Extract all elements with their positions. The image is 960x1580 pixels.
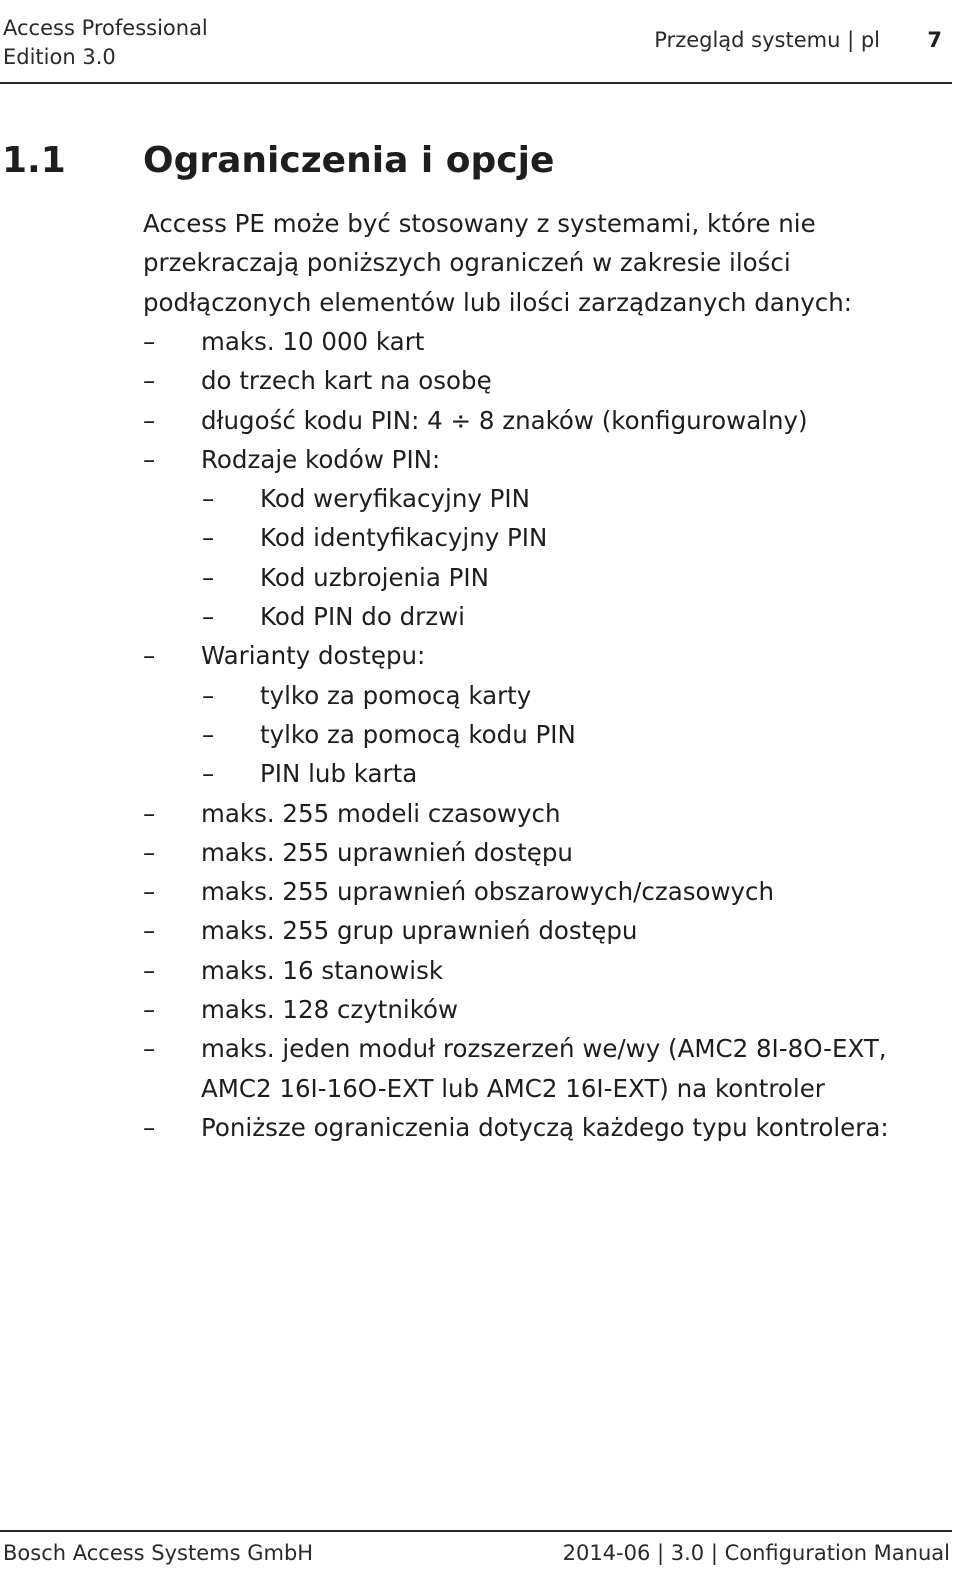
list-item-text: maks. 255 uprawnień obszarowych/czasowych <box>201 877 775 907</box>
list-item <box>143 401 943 440</box>
list-dash: – <box>143 366 156 396</box>
list-item <box>143 872 943 911</box>
list-dash: – <box>202 523 215 553</box>
product-name <box>3 14 208 72</box>
list-item <box>143 833 943 872</box>
list-item-text: Kod PIN do drzwi <box>260 602 465 632</box>
footer-company: Bosch Access Systems GmbH <box>3 1541 314 1565</box>
list-dash: – <box>143 916 156 946</box>
list-item-text: Warianty dostępu: <box>201 641 426 671</box>
section-title: Ograniczenia i opcje <box>143 140 555 181</box>
sub-list-item <box>143 597 943 636</box>
list-item-text: maks. 128 czytników <box>201 995 459 1025</box>
list-item-text: Kod identyfikacyjny PIN <box>260 523 548 553</box>
list-item-text: maks. 255 modeli czasowych <box>201 798 561 828</box>
list-item <box>143 636 943 675</box>
list-item <box>143 794 943 833</box>
page-number: 7 <box>927 28 942 52</box>
product-name-line1: Access Professional <box>3 16 208 40</box>
list-item-text: Rodzaje kodów PIN: <box>201 444 441 474</box>
list-item-text: długość kodu PIN: 4 ÷ 8 znaków (konfigurowalny) <box>201 405 808 435</box>
list-dash: – <box>202 759 215 789</box>
list-item-text: maks. 255 uprawnień dostępu <box>201 837 573 867</box>
list-dash: – <box>202 562 215 592</box>
list-item-text: Poniższe ograniczenia dotyczą każdego typu kontrolera: <box>201 1112 889 1142</box>
list-dash: – <box>143 798 156 828</box>
sub-list-item <box>143 558 943 597</box>
sub-list-item <box>143 518 943 557</box>
list-item-text: PIN lub karta <box>260 759 418 789</box>
footer-document-info: 2014-06 | 3.0 | Configuration Manual <box>562 1541 950 1565</box>
list-item-text: maks. 255 grup uprawnień dostępu <box>201 916 638 946</box>
list-dash: – <box>202 484 215 514</box>
list-item <box>143 911 943 950</box>
limits-list <box>143 322 943 1147</box>
list-dash: – <box>143 995 156 1025</box>
list-dash: – <box>202 719 215 749</box>
list-dash: – <box>143 1034 156 1064</box>
list-dash: – <box>143 444 156 474</box>
section-number: 1.1 <box>2 140 66 181</box>
list-item <box>143 322 943 361</box>
list-item <box>143 1108 943 1147</box>
footer-divider <box>0 1530 952 1532</box>
list-dash: – <box>143 641 156 671</box>
list-item-text: maks. 10 000 kart <box>201 327 425 356</box>
intro-paragraph: Access PE może być stosowany z systemami, które nie przekraczają poniższych ograniczeń w zakresie ilości podłączonych elementów lub ilości zarządzanych danych: <box>143 209 853 317</box>
sub-list-item <box>143 715 943 754</box>
sub-list-item <box>143 676 943 715</box>
list-dash: – <box>202 602 215 632</box>
list-dash: – <box>143 405 156 435</box>
list-item-text: tylko za pomocą karty <box>260 680 532 710</box>
section-reference: Przegląd systemu | pl <box>654 28 880 52</box>
list-item-text: Kod uzbrojenia PIN <box>260 562 489 592</box>
product-name-line2: Edition 3.0 <box>3 45 116 69</box>
sub-list-item <box>143 754 943 793</box>
list-dash: – <box>202 680 215 710</box>
list-item-text: maks. 16 stanowisk <box>201 955 444 985</box>
list-dash: – <box>143 1112 156 1142</box>
list-item-text: do trzech kart na osobę <box>201 366 492 396</box>
list-dash: – <box>143 955 156 985</box>
list-item <box>143 951 943 990</box>
list-dash: – <box>143 877 156 907</box>
header-divider <box>0 82 952 84</box>
list-item <box>143 361 943 400</box>
list-item-text: Kod weryfikacyjny PIN <box>260 484 530 514</box>
list-item <box>143 1029 943 1108</box>
list-item <box>143 990 943 1029</box>
list-item-text: tylko za pomocą kodu PIN <box>260 719 576 749</box>
list-item <box>143 440 943 479</box>
list-dash: – <box>143 837 156 867</box>
list-item-text: maks. jeden moduł rozszerzeń we/wy (AMC2 8I-8O-EXT, <box>201 1034 887 1064</box>
sub-list-item <box>143 479 943 518</box>
list-item-continuation: AMC2 16I-16O-EXT lub AMC2 16I-EXT) na kontroler <box>201 1073 825 1103</box>
list-dash: – <box>143 327 156 356</box>
